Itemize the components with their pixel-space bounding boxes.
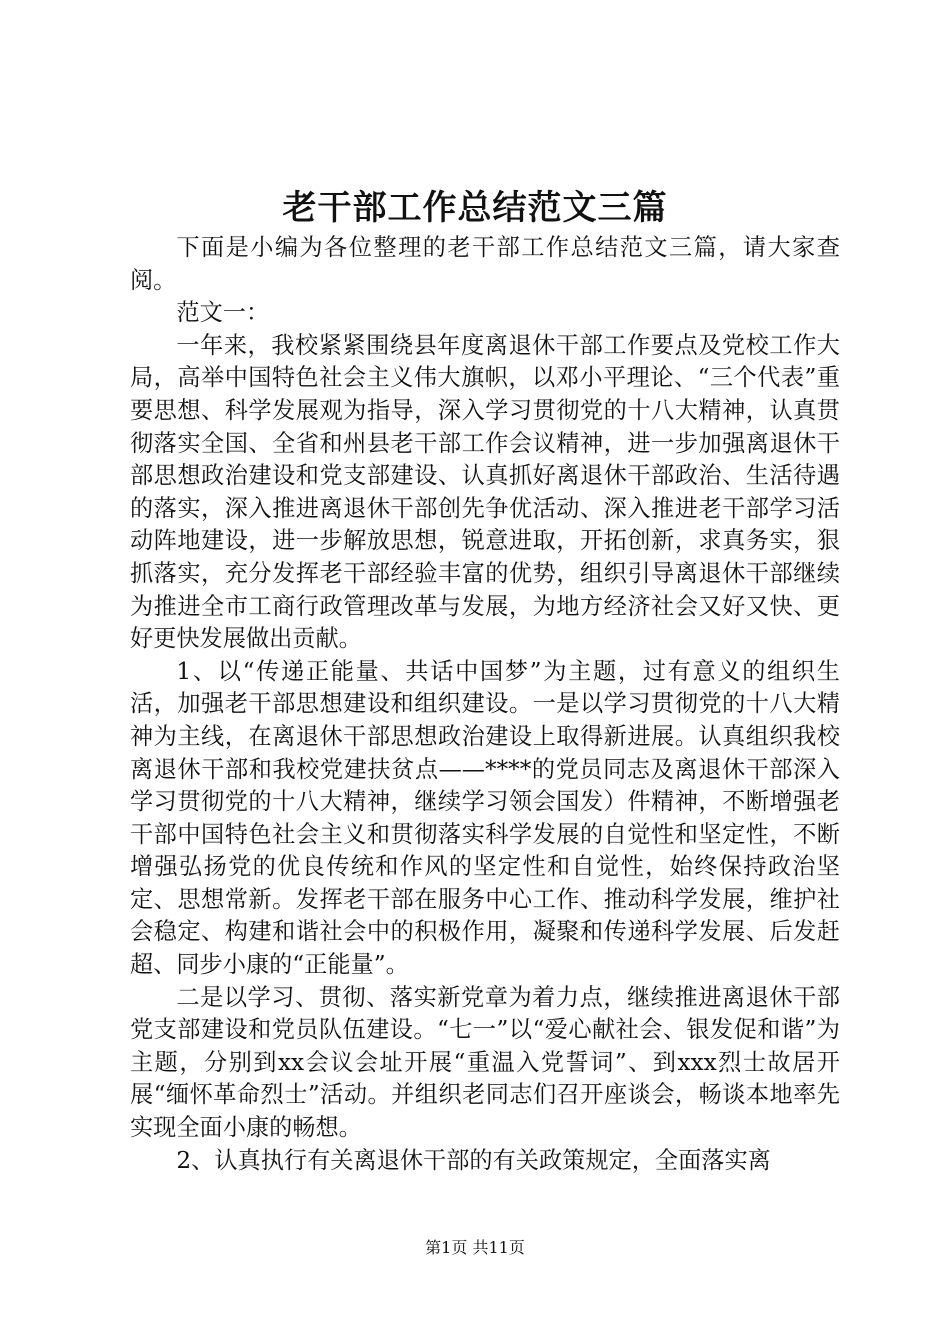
- page-total: 共11页: [472, 1238, 525, 1257]
- document-body: [130, 232, 840, 1177]
- document-title: 老干部工作总结范文三篇: [282, 188, 668, 228]
- body-paragraph: 2、认真执行有关离退休干部的有关政策规定，全面落实离: [176, 1146, 771, 1174]
- body-paragraph: 1、以“传递正能量、共话中国梦”为主题，过有意义的组织生活，加强老干部思想建设和组织建设。一是以学习贯彻党的十八大精神为主线，在离退休干部思想政治建设上取得新进展。认真组织我校离退休干部和我校党建扶贫点——****的党员同志及离退休干部深入学习贯彻党的十八大精神，继续学习领会国发）件精神，不断增强老干部中国特色社会主义和贯彻落实科学发展的自觉性和坚定性，不断增强弘扬党的优良传统和作风的坚定性和自觉性，始终保持政治坚定、思想常新。发挥老干部在服务中心工作、推动科学发展，维护社会稳定、构建和谐社会中的积极作用，凝聚和传递科学发展、后发赶超、同步小康的“正能量”。: [130, 657, 840, 979]
- body-paragraph: 二是以学习、贯彻、落实新党章为着力点，继续推进离退休干部党支部建设和党员队伍建设。“七一”以“爱心献社会、银发促和谐”为主题，分别到xx会议会址开展“重温入党誓词”、到xxx烈士故居开展“缅怀革命烈士”活动。并组织老同志们召开座谈会，畅谈本地率先实现全面小康的畅想。: [130, 983, 840, 1142]
- page-footer: [0, 1236, 950, 1260]
- page-number: 第1页: [425, 1238, 468, 1257]
- body-paragraph: 一年来，我校紧紧围绕县年度离退休干部工作要点及党校工作大局，高举中国特色社会主义伟大旗帜，以邓小平理论、“三个代表”重要思想、科学发展观为指导，深入学习贯彻党的十八大精神，认真贯彻落实全国、全省和州县老干部工作会议精神，进一步加强离退休干部思想政治建设和党支部建设、认真抓好离退休干部政治、生活待遇的落实，深入推进离退休干部创先争优活动、深入推进老干部学习活动阵地建设，进一步解放思想，锐意进取，开拓创新，求真务实，狠抓落实，充分发挥老干部经验丰富的优势，组织引导离退休干部继续为推进全市工商行政管理改革与发展，为地方经济社会又好又快、更好更快发展做出贡献。: [130, 331, 840, 653]
- section-heading: 范文一：: [176, 299, 270, 327]
- intro-paragraph: 下面是小编为各位整理的老干部工作总结范文三篇，请大家查阅。: [130, 234, 840, 294]
